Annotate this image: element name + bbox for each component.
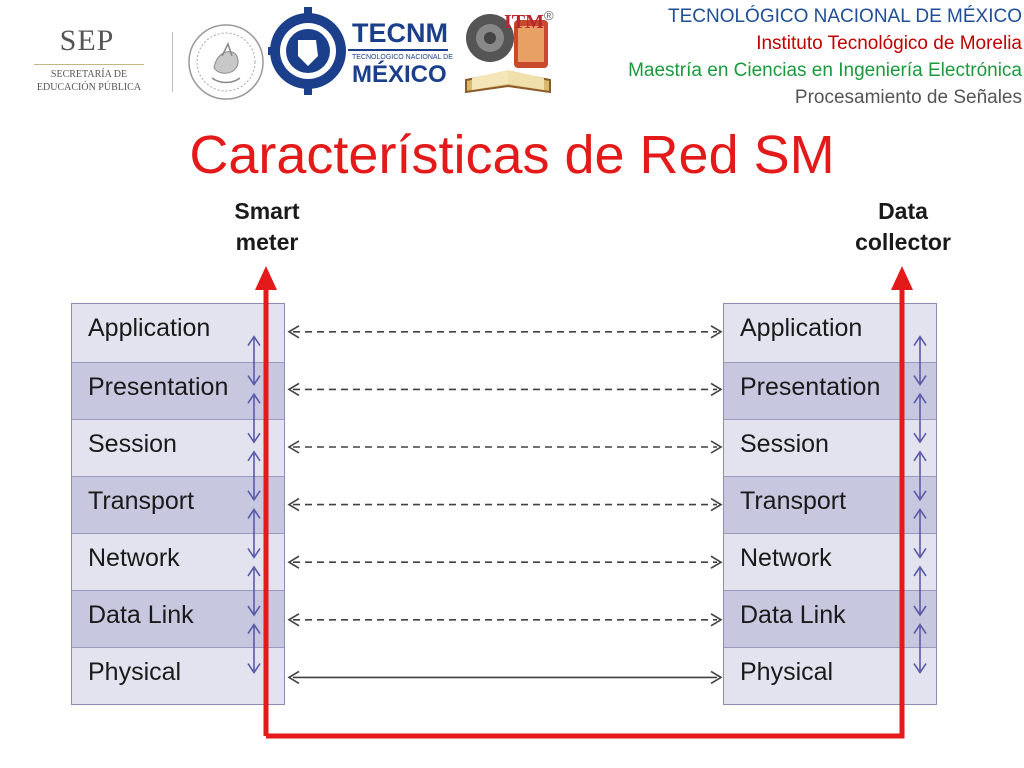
layer-label: Session [88,430,177,458]
data-flow-arrowhead-left [255,266,277,290]
sep-logo-title: SEP [59,24,115,57]
peer-link-group [289,326,721,684]
itm-logo-text: ITM [504,11,544,33]
smart-meter-label-line2: meter [235,229,299,255]
tecnm-logo-line1: TECNM [352,18,448,48]
data-collector-label-line1: Data [878,198,928,224]
layer-label: Data Link [740,601,846,629]
layer-label: Physical [88,658,182,686]
layer-label: Transport [740,487,847,515]
registered-mark: ® [544,8,554,23]
layer-label: Application [88,314,211,342]
layer-label: Transport [88,487,195,515]
header-line-tecnm: TECNOLÓGICO NACIONAL DE MÉXICO [667,6,1022,27]
data-flow-arrowhead-right [891,266,913,290]
layer-label: Physical [740,658,834,686]
tecnm-logo-line2: TECNOLOGICO NACIONAL DE [352,54,453,61]
data-collector-label-line2: collector [855,229,951,255]
layer-label: Network [88,544,180,572]
layer-label: Network [740,544,832,572]
tecnm-logo-line3: MÉXICO [352,61,447,88]
header-line-institute: Instituto Tecnológico de Morelia [756,33,1022,54]
layer-label: Application [740,314,863,342]
data-flow-path [266,278,902,736]
header-line-course: Procesamiento de Señales [794,87,1022,108]
layer-label: Session [740,430,829,458]
slide-title: Características de Red SM [189,125,835,185]
sep-logo-subtitle-line1: SECRETARÍA DE [50,69,128,80]
sep-logo-subtitle-line2: EDUCACIÓN PÚBLICA [36,82,142,93]
layer-label: Presentation [88,373,229,401]
smart-meter-label-line1: Smart [234,198,300,224]
layer-label: Presentation [740,373,881,401]
layer-label: Data Link [88,601,194,629]
header-line-program: Maestría en Ciencias en Ingeniería Electrónica [628,60,1022,81]
